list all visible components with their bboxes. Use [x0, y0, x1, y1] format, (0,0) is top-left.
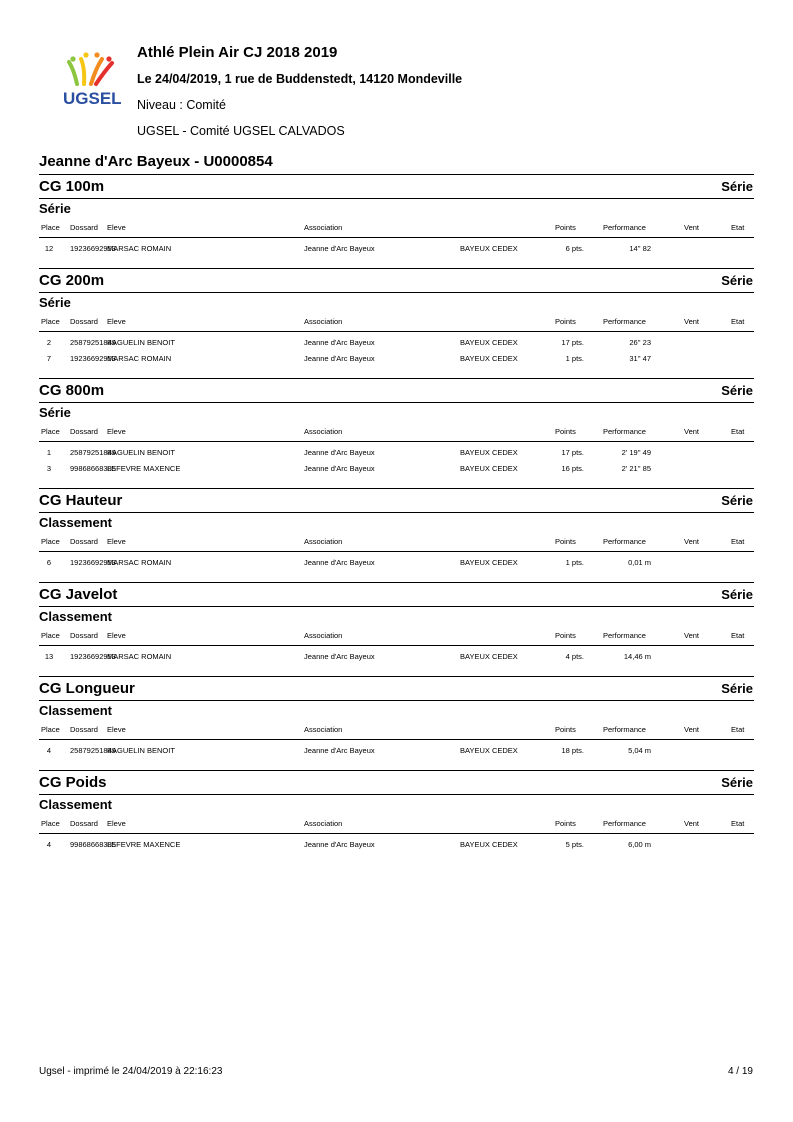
cell-performance: 0,01 m	[628, 558, 651, 567]
column-header-dossard: Dossard	[70, 317, 98, 326]
cell-association: Jeanne d'Arc Bayeux	[304, 558, 375, 567]
cell-place: 4	[46, 840, 52, 849]
cell-name: MARSAC ROMAIN	[107, 354, 172, 363]
section-spacer	[39, 477, 754, 488]
club-title: Jeanne d'Arc Bayeux - U0000854	[39, 153, 273, 170]
section-spacer	[39, 257, 754, 268]
cell-city: BAYEUX CEDEX	[460, 464, 518, 473]
event-section	[39, 378, 754, 488]
column-header-vent: Vent	[684, 725, 700, 734]
event-type: Série	[721, 273, 753, 288]
cell-association: Jeanne d'Arc Bayeux	[304, 840, 375, 849]
column-header-points: Points	[555, 631, 576, 640]
column-header-association: Association	[304, 537, 343, 546]
event-header	[39, 378, 754, 402]
cell-points: 18 pts.	[561, 746, 584, 755]
event-title: CG 100m	[39, 178, 105, 195]
column-header-points: Points	[555, 537, 576, 546]
cell-dossard: 99868668385	[70, 840, 116, 849]
cell-name: MARSAC ROMAIN	[107, 652, 172, 661]
cell-points: 6 pts.	[565, 244, 584, 253]
results-table	[39, 332, 754, 367]
cell-city: BAYEUX CEDEX	[460, 558, 518, 567]
event-type: Série	[721, 681, 753, 696]
column-header-association: Association	[304, 427, 343, 436]
event-subtitle: Série	[39, 292, 754, 313]
results-table	[39, 552, 754, 571]
event-section	[39, 770, 754, 864]
event-type: Série	[721, 493, 753, 508]
ugsel-logo-figures	[62, 50, 126, 108]
cell-points: 1 pts.	[565, 558, 584, 567]
cell-name: LEFEVRE MAXENCE	[107, 840, 181, 849]
column-header-points: Points	[555, 317, 576, 326]
cell-place: 7	[46, 354, 52, 363]
cell-name: BAGUELIN BENOIT	[107, 448, 175, 457]
table-row	[39, 461, 754, 477]
cell-city: BAYEUX CEDEX	[460, 244, 518, 253]
cell-performance: 31'' 47	[629, 354, 651, 363]
column-header-eleve: Eleve	[107, 819, 126, 828]
event-title: CG 800m	[39, 382, 105, 399]
results-sections	[39, 174, 754, 864]
event-header	[39, 174, 754, 198]
event-title: CG Hauteur	[39, 492, 123, 509]
column-header-eleve: Eleve	[107, 725, 126, 734]
event-subtitle: Classement	[39, 700, 754, 721]
meeting-committee: UGSEL - Comité UGSEL CALVADOS	[137, 124, 345, 138]
cell-city: BAYEUX CEDEX	[460, 338, 518, 347]
cell-performance: 6,00 m	[628, 840, 651, 849]
table-row	[39, 555, 754, 571]
column-header-place: Place	[41, 427, 60, 436]
column-header-place: Place	[41, 631, 60, 640]
column-header-vent: Vent	[684, 537, 700, 546]
table-row	[39, 837, 754, 853]
cell-association: Jeanne d'Arc Bayeux	[304, 354, 375, 363]
cell-points: 17 pts.	[561, 448, 584, 457]
section-spacer	[39, 665, 754, 676]
cell-dossard: 19236692953	[70, 354, 116, 363]
event-section	[39, 488, 754, 582]
column-header-etat: Etat	[731, 223, 745, 232]
cell-name: BAGUELIN BENOIT	[107, 746, 175, 755]
cell-performance: 2' 19'' 49	[621, 448, 651, 457]
event-header	[39, 268, 754, 292]
table-row	[39, 743, 754, 759]
cell-city: BAYEUX CEDEX	[460, 840, 518, 849]
column-header-points: Points	[555, 223, 576, 232]
column-header-dossard: Dossard	[70, 725, 98, 734]
column-header-association: Association	[304, 317, 343, 326]
cell-dossard: 25879251849	[70, 746, 116, 755]
cell-place: 12	[44, 244, 54, 253]
column-header-vent: Vent	[684, 631, 700, 640]
column-header-place: Place	[41, 223, 60, 232]
cell-points: 1 pts.	[565, 354, 584, 363]
cell-dossard: 99868668385	[70, 464, 116, 473]
event-subtitle: Série	[39, 402, 754, 423]
event-title: CG Poids	[39, 774, 107, 791]
column-headers	[39, 815, 754, 834]
cell-points: 5 pts.	[565, 840, 584, 849]
column-header-dossard: Dossard	[70, 427, 98, 436]
event-subtitle: Classement	[39, 512, 754, 533]
event-header	[39, 770, 754, 794]
table-row	[39, 241, 754, 257]
cell-place: 6	[46, 558, 52, 567]
cell-name: BAGUELIN BENOIT	[107, 338, 175, 347]
cell-place: 4	[46, 746, 52, 755]
column-header-eleve: Eleve	[107, 317, 126, 326]
column-header-points: Points	[555, 725, 576, 734]
cell-performance: 26'' 23	[629, 338, 651, 347]
column-headers	[39, 721, 754, 740]
table-row	[39, 335, 754, 351]
section-spacer	[39, 853, 754, 864]
event-title: CG Longueur	[39, 680, 135, 697]
event-section	[39, 676, 754, 770]
column-header-vent: Vent	[684, 819, 700, 828]
column-header-place: Place	[41, 537, 60, 546]
column-header-dossard: Dossard	[70, 537, 98, 546]
event-header	[39, 582, 754, 606]
column-header-etat: Etat	[731, 537, 745, 546]
cell-performance: 14,46 m	[623, 652, 651, 661]
event-type: Série	[721, 775, 753, 790]
table-row	[39, 649, 754, 665]
column-header-etat: Etat	[731, 819, 745, 828]
column-header-association: Association	[304, 223, 343, 232]
cell-points: 16 pts.	[561, 464, 584, 473]
column-header-eleve: Eleve	[107, 427, 126, 436]
cell-performance: 14'' 82	[629, 244, 651, 253]
column-header-performance: Performance	[603, 223, 646, 232]
meeting-title: Athlé Plein Air CJ 2018 2019	[137, 44, 338, 61]
results-table	[39, 834, 754, 853]
cell-name: LEFEVRE MAXENCE	[107, 464, 181, 473]
meeting-level: Niveau : Comité	[137, 98, 226, 112]
cell-points: 4 pts.	[565, 652, 584, 661]
cell-performance: 2' 21'' 85	[621, 464, 651, 473]
column-header-association: Association	[304, 819, 343, 828]
event-section	[39, 268, 754, 378]
event-type: Série	[721, 383, 753, 398]
event-title: CG 200m	[39, 272, 105, 289]
cell-city: BAYEUX CEDEX	[460, 448, 518, 457]
logo-wordmark: UGSEL	[63, 89, 122, 108]
column-header-points: Points	[555, 427, 576, 436]
cell-place: 13	[44, 652, 54, 661]
column-header-eleve: Eleve	[107, 631, 126, 640]
cell-city: BAYEUX CEDEX	[460, 652, 518, 661]
cell-name: MARSAC ROMAIN	[107, 244, 172, 253]
column-header-association: Association	[304, 725, 343, 734]
column-header-dossard: Dossard	[70, 223, 98, 232]
event-subtitle: Série	[39, 198, 754, 219]
event-title: CG Javelot	[39, 586, 118, 603]
cell-association: Jeanne d'Arc Bayeux	[304, 244, 375, 253]
cell-association: Jeanne d'Arc Bayeux	[304, 448, 375, 457]
column-headers	[39, 219, 754, 238]
section-spacer	[39, 571, 754, 582]
cell-place: 3	[46, 464, 52, 473]
section-spacer	[39, 367, 754, 378]
column-headers	[39, 423, 754, 442]
cell-name: MARSAC ROMAIN	[107, 558, 172, 567]
event-type: Série	[721, 179, 753, 194]
cell-city: BAYEUX CEDEX	[460, 354, 518, 363]
column-header-vent: Vent	[684, 427, 700, 436]
event-section	[39, 582, 754, 676]
cell-place: 2	[46, 338, 52, 347]
column-header-performance: Performance	[603, 725, 646, 734]
meeting-date-location: Le 24/04/2019, 1 rue de Buddenstedt, 14120 Mondeville	[137, 72, 463, 86]
table-row	[39, 351, 754, 367]
event-subtitle: Classement	[39, 794, 754, 815]
event-header	[39, 676, 754, 700]
column-headers	[39, 313, 754, 332]
column-header-performance: Performance	[603, 537, 646, 546]
results-table	[39, 442, 754, 477]
cell-association: Jeanne d'Arc Bayeux	[304, 338, 375, 347]
column-header-etat: Etat	[731, 317, 745, 326]
cell-dossard: 19236692953	[70, 558, 116, 567]
column-header-vent: Vent	[684, 223, 700, 232]
column-header-performance: Performance	[603, 819, 646, 828]
column-headers	[39, 533, 754, 552]
column-header-dossard: Dossard	[70, 631, 98, 640]
event-header	[39, 488, 754, 512]
cell-dossard: 19236692953	[70, 652, 116, 661]
cell-place: 1	[46, 448, 52, 457]
section-spacer	[39, 759, 754, 770]
cell-dossard: 25879251849	[70, 448, 116, 457]
cell-association: Jeanne d'Arc Bayeux	[304, 652, 375, 661]
cell-performance: 5,04 m	[628, 746, 651, 755]
column-header-points: Points	[555, 819, 576, 828]
cell-dossard: 25879251849	[70, 338, 116, 347]
column-header-association: Association	[304, 631, 343, 640]
column-header-performance: Performance	[603, 631, 646, 640]
page-number: 4 / 19	[727, 1066, 753, 1077]
column-header-etat: Etat	[731, 427, 745, 436]
results-table	[39, 646, 754, 665]
column-headers	[39, 627, 754, 646]
column-header-performance: Performance	[603, 317, 646, 326]
cell-association: Jeanne d'Arc Bayeux	[304, 464, 375, 473]
column-header-eleve: Eleve	[107, 223, 126, 232]
column-header-place: Place	[41, 317, 60, 326]
cell-dossard: 19236692953	[70, 244, 116, 253]
ugsel-logo	[62, 50, 126, 108]
cell-association: Jeanne d'Arc Bayeux	[304, 746, 375, 755]
column-header-place: Place	[41, 819, 60, 828]
column-header-performance: Performance	[603, 427, 646, 436]
column-header-eleve: Eleve	[107, 537, 126, 546]
cell-points: 17 pts.	[561, 338, 584, 347]
results-table	[39, 740, 754, 759]
table-row	[39, 445, 754, 461]
event-section	[39, 174, 754, 268]
column-header-etat: Etat	[731, 631, 745, 640]
event-type: Série	[721, 587, 753, 602]
cell-city: BAYEUX CEDEX	[460, 746, 518, 755]
column-header-place: Place	[41, 725, 60, 734]
column-header-dossard: Dossard	[70, 819, 98, 828]
event-subtitle: Classement	[39, 606, 754, 627]
column-header-etat: Etat	[731, 725, 745, 734]
results-table	[39, 238, 754, 257]
print-timestamp: Ugsel - imprimé le 24/04/2019 à 22:16:23	[39, 1066, 223, 1077]
column-header-vent: Vent	[684, 317, 700, 326]
